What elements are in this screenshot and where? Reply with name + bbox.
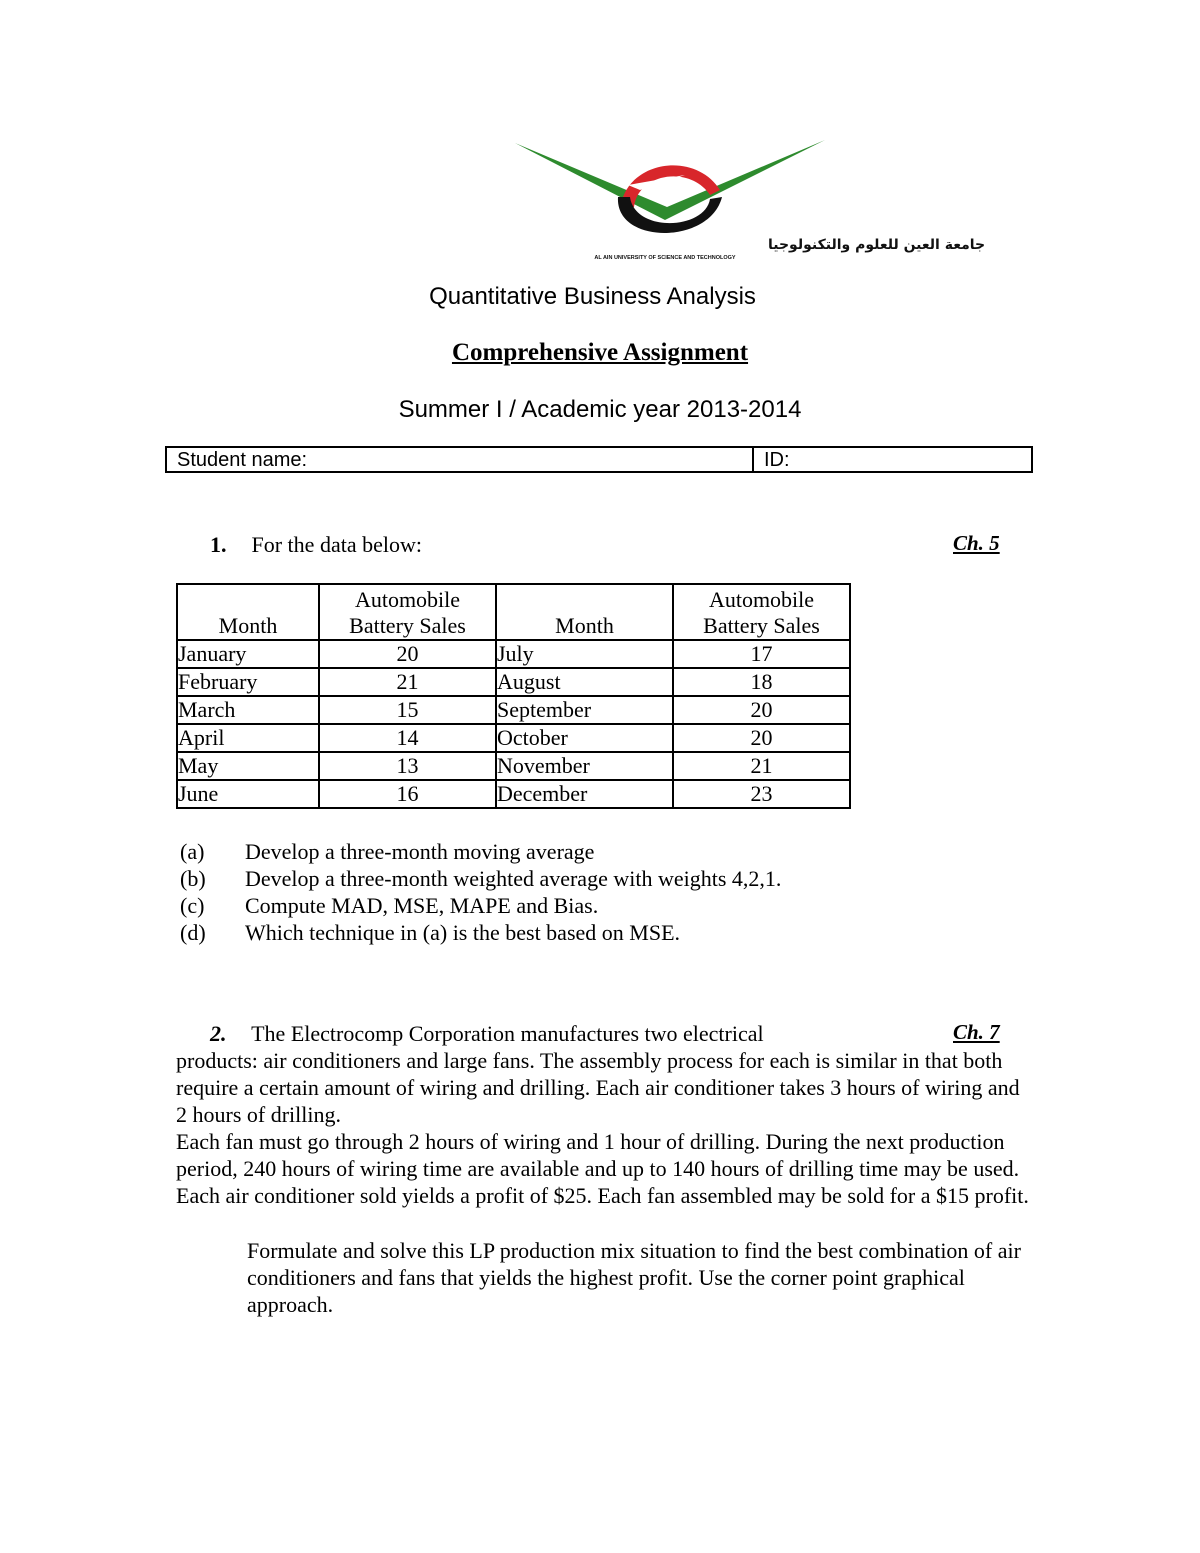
table-row xyxy=(177,724,850,752)
sales-cell: 23 xyxy=(673,780,850,808)
table-row xyxy=(177,780,850,808)
month-cell: May xyxy=(177,752,319,780)
student-info-box xyxy=(165,446,1033,473)
month-cell: June xyxy=(177,780,319,808)
question-2-paragraph-2: Each fan must go through 2 hours of wiring and 1 hour of drilling. During the next production period, 240 hours of wiring time are available and up to 140 hours of drilling time may be used. Each air conditioner sold yields a profit of $25. Each fan assembled may be sold for a $15 profit. xyxy=(176,1129,1029,1208)
sales-cell: 17 xyxy=(673,640,850,668)
part-label: (d) xyxy=(180,920,206,945)
sales-cell: 15 xyxy=(319,696,496,724)
sales-cell: 20 xyxy=(673,724,850,752)
table-row xyxy=(177,640,850,668)
month-cell: February xyxy=(177,668,319,696)
header-sales-2-line2: Battery Sales xyxy=(703,613,820,638)
part-text: Compute MAD, MSE, MAPE and Bias. xyxy=(245,893,599,918)
sales-cell: 13 xyxy=(319,752,496,780)
question-2-body xyxy=(176,1047,1036,1209)
question-2-first-line xyxy=(210,1020,764,1047)
month-cell: October xyxy=(496,724,673,752)
assignment-title: Comprehensive Assignment xyxy=(451,339,749,366)
sales-cell: 14 xyxy=(319,724,496,752)
table-row xyxy=(177,668,850,696)
part-text: Which technique in (a) is the best based on MSE. xyxy=(245,920,681,945)
part-label: (b) xyxy=(180,866,206,891)
part-item xyxy=(180,865,781,892)
sales-cell: 18 xyxy=(673,668,850,696)
course-title: Quantitative Business Analysis xyxy=(429,283,756,310)
sales-cell: 21 xyxy=(673,752,850,780)
table-row xyxy=(177,696,850,724)
header-month-1: Month xyxy=(177,584,319,640)
sales-cell: 21 xyxy=(319,668,496,696)
part-label: (c) xyxy=(180,893,205,918)
table-row xyxy=(177,752,850,780)
question-2-number: 2. xyxy=(210,1021,227,1046)
month-cell: August xyxy=(496,668,673,696)
battery-sales-table xyxy=(176,583,851,809)
logo-english-text: AL AIN UNIVERSITY OF SCIENCE AND TECHNOLOGY xyxy=(594,255,736,261)
question-2-text: The Electrocomp Corporation manufactures two electrical xyxy=(251,1021,764,1046)
part-item xyxy=(180,838,781,865)
header-sales-1-line2: Battery Sales xyxy=(349,613,466,638)
header-sales-2 xyxy=(673,584,850,640)
logo-arabic-text: جامعة العين للعلوم والتكنولوجيا xyxy=(768,237,986,253)
month-cell: December xyxy=(496,780,673,808)
month-cell: September xyxy=(496,696,673,724)
question-1-number: 1. xyxy=(210,532,227,557)
question-1-text: For the data below: xyxy=(251,532,422,557)
header-sales-1 xyxy=(319,584,496,640)
header-sales-2-line1: Automobile xyxy=(708,587,815,612)
part-text: Develop a three-month moving average xyxy=(245,839,595,864)
student-id-field[interactable]: ID: xyxy=(764,449,790,471)
sales-cell: 20 xyxy=(673,696,850,724)
part-text: Develop a three-month weighted average with weights 4,2,1. xyxy=(245,866,782,891)
question-1-parts xyxy=(180,838,781,946)
question-2-task: Formulate and solve this LP production mix situation to find the best combination of air conditioners and fans that yields the highest profit. Use the corner point graphical approach. xyxy=(247,1238,1021,1317)
part-item xyxy=(180,892,781,919)
question-1-chapter: Ch. 5 xyxy=(953,531,1000,555)
month-cell: November xyxy=(496,752,673,780)
term-heading: Summer I / Academic year 2013-2014 xyxy=(398,396,802,423)
table-header-row xyxy=(177,584,850,640)
question-2-paragraph-1: products: air conditioners and large fans. The assembly process for each is similar in that both require a certain amount of wiring and drilling. Each air conditioner takes 3 hours of wiring and 2 hours of drilling. xyxy=(176,1048,1020,1127)
student-name-field[interactable]: Student name: xyxy=(167,448,754,471)
sales-cell: 20 xyxy=(319,640,496,668)
sales-cell: 16 xyxy=(319,780,496,808)
part-label: (a) xyxy=(180,839,205,864)
month-cell: July xyxy=(496,640,673,668)
university-logo xyxy=(510,135,986,265)
question-1-prompt xyxy=(210,531,422,558)
question-2-chapter: Ch. 7 xyxy=(953,1020,1000,1044)
part-item xyxy=(180,919,781,946)
header-month-2: Month xyxy=(496,584,673,640)
month-cell: March xyxy=(177,696,319,724)
header-sales-1-line1: Automobile xyxy=(354,587,461,612)
month-cell: January xyxy=(177,640,319,668)
month-cell: April xyxy=(177,724,319,752)
